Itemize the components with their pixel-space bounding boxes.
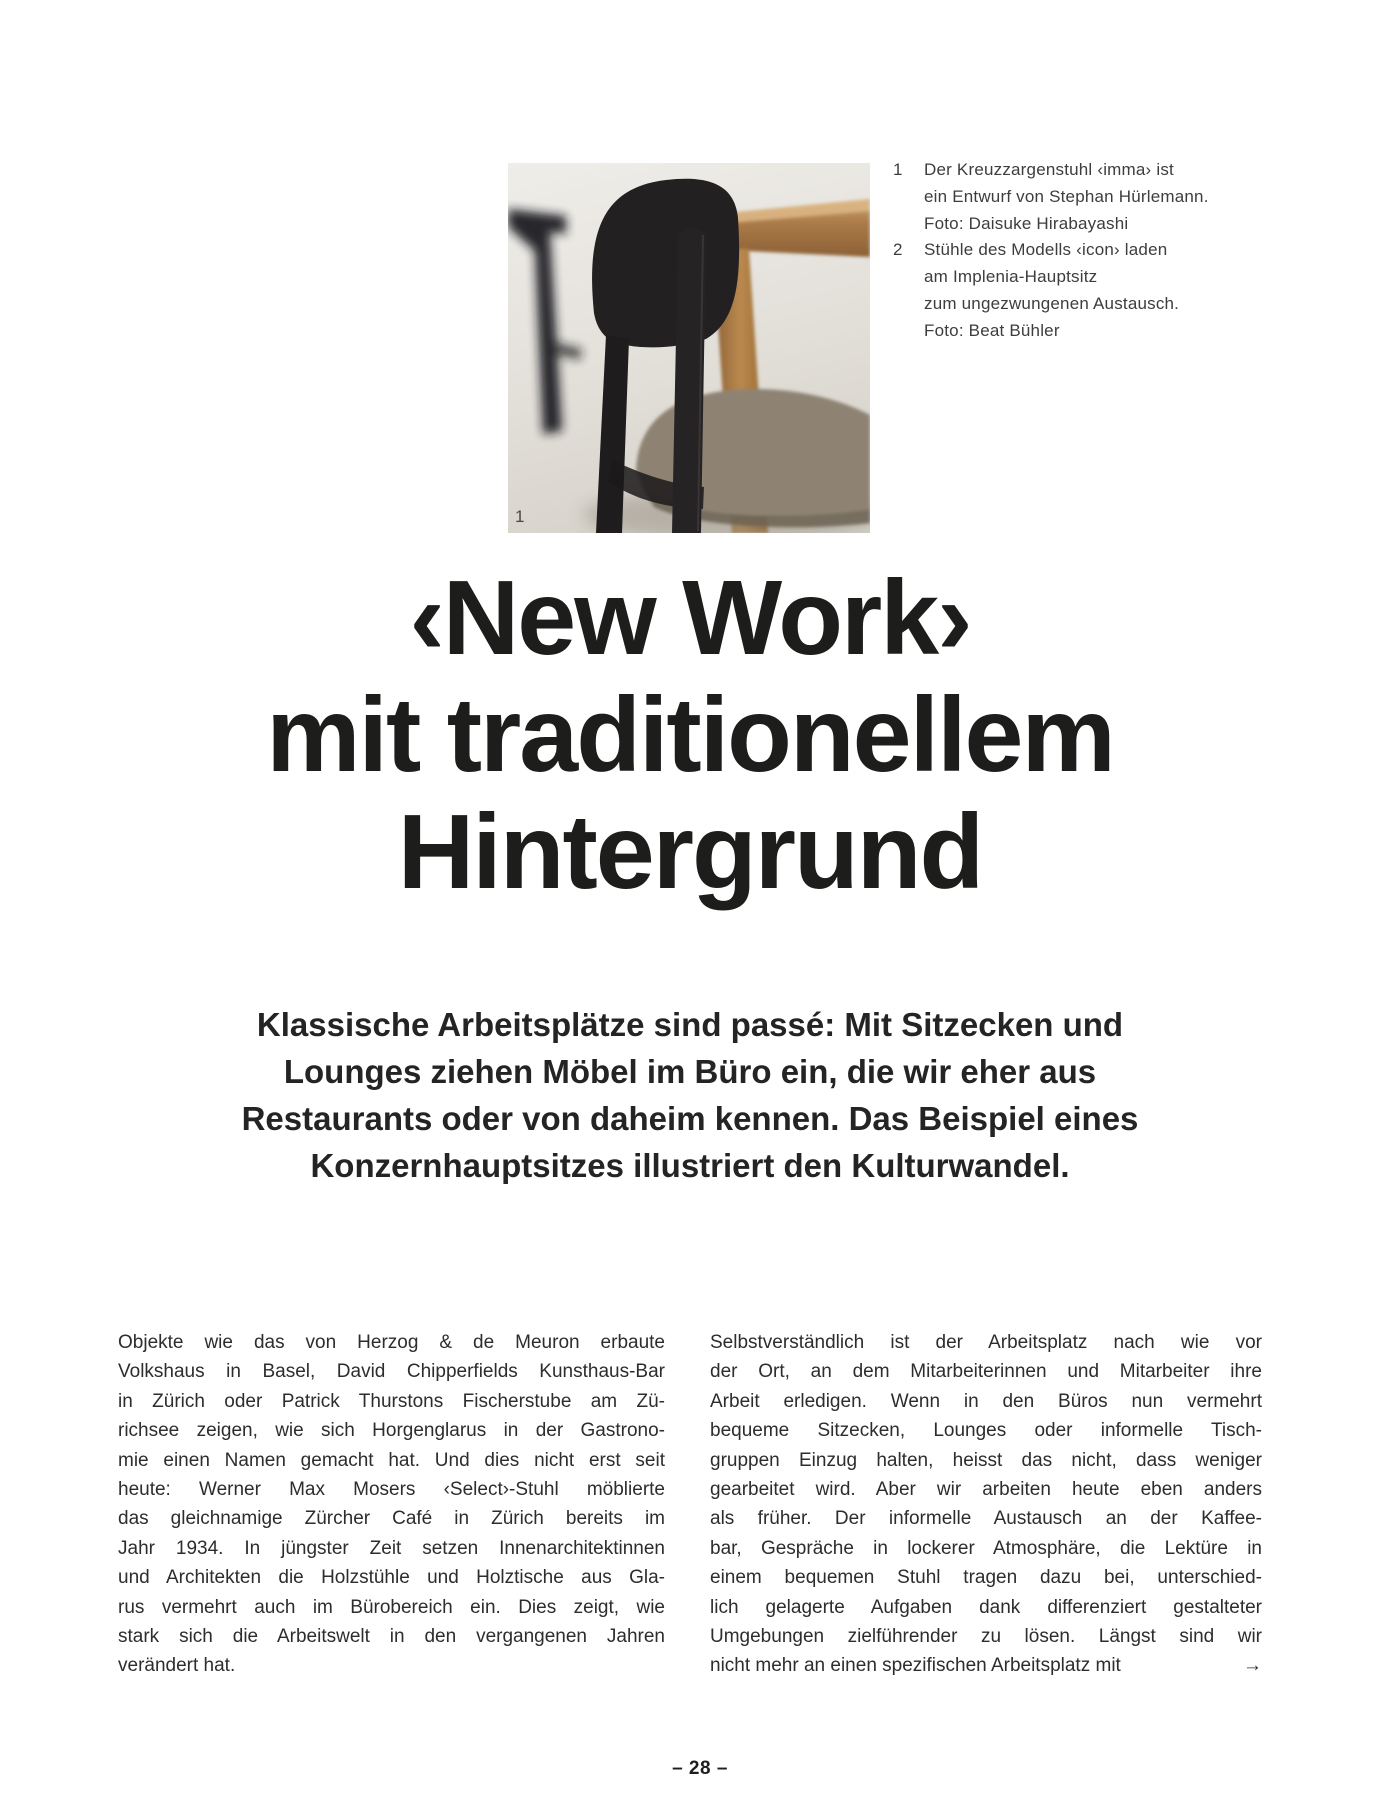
body-line: Jahr 1934. In jüngster Zeit setzen Innenarchitektinnen (118, 1537, 665, 1559)
caption-photo-credit: Foto: Beat Bühler (924, 320, 1060, 340)
chair-photo-illustration (508, 163, 870, 533)
body-line-last (710, 1651, 1262, 1680)
body-line: gearbeitet wird. Aber wir arbeiten heute eben anders (710, 1479, 1262, 1501)
caption-number: 1 (893, 160, 903, 179)
lede-line: Konzernhauptsitzes illustriert den Kulturwandel. (310, 1147, 1070, 1184)
figure-number-label: 1 (515, 507, 525, 526)
caption-item-2 (893, 237, 1213, 344)
body-line: Volkshaus in Basel, David Chipperfields Kunsthaus-Bar (118, 1361, 665, 1383)
body-line: lich gelagerte Aufgaben dank differenziert gestalteter (710, 1596, 1262, 1618)
body-line: gruppen Einzug halten, heisst das nicht, dass weniger (710, 1449, 1262, 1471)
headline-line: ‹New Work› (409, 559, 971, 677)
body-line: einem bequemen Stuhl tragen dazu bei, unterschied- (710, 1567, 1262, 1589)
body-line: und Architekten die Holzstühle und Holztische aus Gla- (118, 1567, 665, 1589)
page-number: – 28 – (672, 1758, 728, 1779)
body-line: als früher. Der informelle Austausch an der Kaffee- (710, 1508, 1262, 1530)
caption-number: 2 (893, 240, 903, 260)
caption-photo-credit: Foto: Daisuke Hirabayashi (924, 213, 1129, 233)
article-headline (60, 560, 1320, 911)
caption-text-line: ein Entwurf von Stephan Hürlemann. (924, 186, 1209, 206)
body-line: richsee zeigen, wie sich Horgenglarus in der Gastrono- (118, 1420, 665, 1442)
body-line: rus vermehrt auch im Bürobereich ein. Dies zeigt, wie (118, 1596, 665, 1618)
caption-item-1 (893, 157, 1213, 237)
body-line: stark sich die Arbeitswelt in den vergangenen Jahren (118, 1626, 665, 1648)
body-line: heute: Werner Max Mosers ‹Select›-Stuhl möblierte (118, 1479, 665, 1501)
lede-line: Lounges ziehen Möbel im Büro ein, die wir eher aus (283, 1053, 1097, 1090)
body-line: mie einen Namen gemacht hat. Und dies nicht erst seit (118, 1449, 665, 1471)
caption-text-line: Der Kreuzzargenstuhl ‹imma› ist (924, 160, 1174, 179)
body-line: Objekte wie das von Herzog & de Meuron erbaute (118, 1332, 665, 1353)
body-column-left (118, 1328, 665, 1681)
continuation-arrow-icon: → (1243, 1655, 1262, 1677)
body-line: Selbstverständlich ist der Arbeitsplatz nach wie vor (710, 1332, 1262, 1353)
body-line-last-text: nicht mehr an einen spezifischen Arbeitsplatz mit (710, 1655, 1121, 1677)
body-line: Arbeit erledigen. Wenn in den Büros nun vermehrt (710, 1390, 1262, 1412)
headline-line: mit traditionellem (266, 676, 1114, 794)
article-photo (508, 163, 870, 533)
body-line: das gleichnamige Zürcher Café in Zürich bereits im (118, 1508, 665, 1530)
caption-text-line: am Implenia-Hauptsitz (924, 267, 1098, 287)
caption-text-line: zum ungezwungenen Austausch. (924, 293, 1180, 313)
headline-line: Hintergrund (397, 793, 983, 911)
article-lede (60, 1001, 1320, 1189)
body-line: bequeme Sitzecken, Lounges oder informelle Tisch- (710, 1420, 1262, 1442)
body-line: bar, Gespräche in lockerer Atmosphäre, die Lektüre in (710, 1537, 1262, 1559)
body-line-last: verändert hat. (118, 1655, 236, 1677)
lede-line: Restaurants oder von daheim kennen. Das Beispiel eines (241, 1100, 1139, 1137)
caption-text-line: Stühle des Modells ‹icon› laden (924, 240, 1168, 260)
lede-line: Klassische Arbeitsplätze sind passé: Mit Sitzecken und (256, 1006, 1124, 1043)
body-line: in Zürich oder Patrick Thurstons Fischerstube am Zü- (118, 1390, 665, 1412)
body-line: Umgebungen zielführender zu lösen. Längst sind wir (710, 1626, 1262, 1648)
body-column-right (710, 1328, 1262, 1681)
photo-captions (893, 157, 1213, 345)
body-line: der Ort, an dem Mitarbeiterinnen und Mitarbeiter ihre (710, 1361, 1262, 1383)
